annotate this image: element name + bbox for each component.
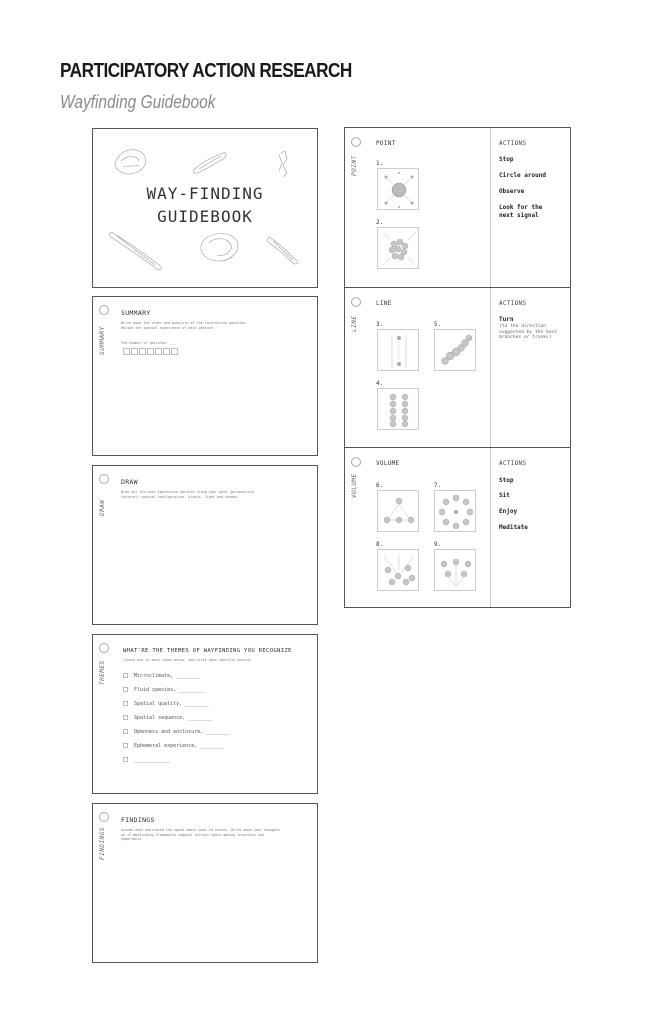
action-item: next signal: [499, 212, 539, 219]
themes-side-label: THEMES: [99, 660, 106, 685]
summary-instructions: Write down the order and quantity of the interactive gestures. Decide the spatial experience of each gesture: [121, 321, 248, 330]
diagram-number: 8.: [376, 541, 384, 548]
line-side-label: LINE: [351, 315, 358, 332]
diagram-number: 9.: [434, 541, 442, 548]
card-marker-circle: [351, 297, 361, 307]
action-item: Stop: [499, 477, 514, 484]
volume-diagram-6: [377, 490, 419, 532]
action-item: Circle around: [499, 172, 546, 179]
card-marker-circle: [351, 137, 361, 147]
line-card: [344, 287, 571, 448]
gesture-count-boxes[interactable]: [123, 348, 178, 355]
volume-diagram-9: [434, 549, 476, 591]
draw-instructions: Draw out the most impressive gesture along your path (perspective, texture): spatial configuration, plants, light and shadow: [121, 490, 256, 499]
diagram-number: 5.: [434, 321, 442, 328]
checkbox[interactable]: [123, 701, 128, 706]
cover-card: [92, 128, 318, 288]
card-marker-circle: [351, 457, 361, 467]
card-marker-circle: [99, 474, 109, 484]
theme-option[interactable]: Microclimate, ________: [123, 673, 200, 679]
theme-option[interactable]: Spatial quality, ________: [123, 701, 209, 707]
point-side-label: POINT: [351, 155, 358, 176]
summary-count-label: The number of gestures: ___: [121, 341, 177, 345]
themes-card: [92, 634, 318, 794]
actions-divider: [490, 448, 491, 607]
summary-heading: SUMMARY: [121, 309, 151, 317]
findings-card: [92, 803, 318, 963]
volume-heading: VOLUME: [376, 460, 400, 467]
actions-heading: ACTIONS: [499, 140, 527, 147]
checkbox[interactable]: [123, 673, 128, 678]
volume-diagram-7: [434, 490, 476, 532]
actions-divider: [490, 288, 491, 447]
line-diagram-3: [377, 329, 419, 371]
findings-instructions: Assume what motivated the space-maker want to convey. Write down your thoughts on if Wayfinding frameworks suggest certain space-making intention and experience: [121, 828, 281, 842]
point-heading: POINT: [376, 140, 396, 147]
theme-option[interactable]: ____________: [123, 757, 170, 763]
theme-option[interactable]: Openness and enclosure, ________: [123, 729, 230, 735]
actions-heading: ACTIONS: [499, 460, 527, 467]
volume-side-label: VOLUME: [351, 473, 358, 498]
draw-side-label: DRAW: [99, 499, 106, 516]
checkbox[interactable]: [123, 729, 128, 734]
action-item: Sit: [499, 492, 510, 499]
card-marker-circle: [99, 812, 109, 822]
point-diagram-1: [377, 168, 419, 210]
draw-heading: DRAW: [121, 478, 138, 486]
checkbox[interactable]: [123, 743, 128, 748]
theme-option[interactable]: Ephemeral experience, ________: [123, 743, 224, 749]
checkbox[interactable]: [123, 715, 128, 720]
summary-card: [92, 296, 318, 456]
diagram-number: 7.: [434, 482, 442, 489]
action-item: Stop: [499, 156, 514, 163]
diagram-number: 1.: [376, 160, 384, 167]
checkbox[interactable]: [123, 687, 128, 692]
actions-heading: ACTIONS: [499, 300, 527, 307]
line-diagram-5: [434, 329, 476, 371]
diagram-number: 4.: [376, 380, 384, 387]
findings-heading: FINDINGS: [121, 816, 155, 824]
line-heading: LINE: [376, 300, 392, 307]
point-diagram-2: [377, 227, 419, 269]
diagram-number: 6.: [376, 482, 384, 489]
diagram-number: 2.: [376, 219, 384, 226]
page-subtitle: Wayfinding Guidebook: [60, 92, 216, 112]
themes-heading: WHAT'RE THE THEMES OF WAYFINDING YOU RECOGNIZE: [123, 648, 292, 654]
card-marker-circle: [99, 305, 109, 315]
theme-option[interactable]: Fluid species, ________: [123, 687, 203, 693]
action-note: (to the direction suggested by the bent branches or trunks): [499, 324, 558, 341]
volume-card: [344, 447, 571, 608]
checkbox[interactable]: [123, 757, 128, 762]
findings-side-label: FINDINGS: [99, 827, 106, 860]
action-item: Look for the: [499, 204, 543, 211]
point-card: [344, 127, 571, 288]
draw-card: [92, 465, 318, 625]
line-diagram-4: [377, 388, 419, 430]
summary-side-label: SUMMARY: [99, 326, 106, 355]
action-item: Observe: [499, 188, 525, 195]
action-item: Turn: [499, 316, 514, 323]
diagram-number: 3.: [376, 321, 384, 328]
action-item: Meditate: [499, 524, 528, 531]
theme-option[interactable]: Spatial sequence, ________: [123, 715, 212, 721]
card-marker-circle: [99, 643, 109, 653]
volume-diagram-8: [377, 549, 419, 591]
cover-title-line2: GUIDEBOOK: [157, 207, 253, 226]
themes-instructions: (Check one or more types below, and write down specific points): [123, 658, 252, 662]
page-title: PARTICIPATORY ACTION RESEARCH: [60, 60, 352, 82]
actions-divider: [490, 128, 491, 287]
cover-title-line1: WAY-FINDING: [146, 184, 264, 203]
action-item: Enjoy: [499, 508, 518, 515]
